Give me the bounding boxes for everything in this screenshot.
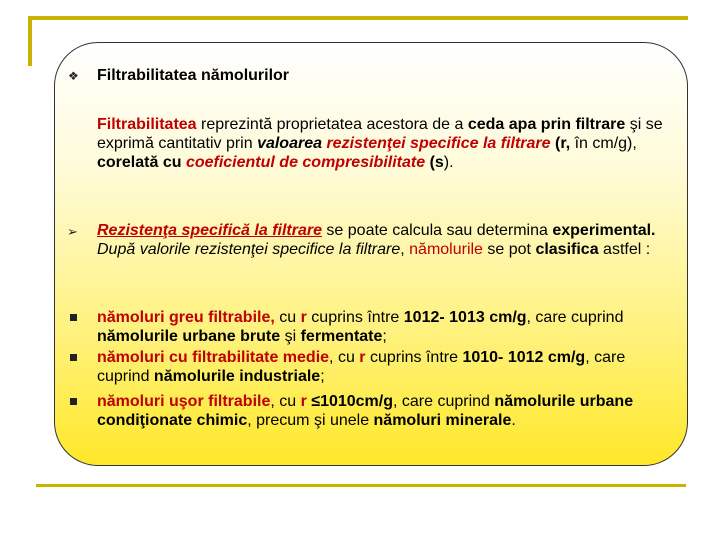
item-text: ; — [382, 328, 387, 345]
item-text: 1010- 1012 cm/g — [462, 349, 586, 366]
list-item — [97, 348, 672, 386]
arrow-term: nămolurile — [409, 241, 483, 258]
arrow-term: Rezistenţa specifică la filtrare — [97, 222, 322, 239]
intro-text: şi se exprimă cantitativ prin — [97, 116, 663, 152]
arrow-bullet-icon: ➢ — [67, 224, 78, 239]
arrow-text: se pot — [482, 241, 536, 258]
item-text: 1012- 1013 cm/g — [403, 309, 527, 326]
intro-text: reprezintă proprietatea acestora de a — [196, 116, 468, 133]
item-text: , care cuprind — [526, 309, 624, 326]
arrow-text: experimental. — [552, 222, 656, 239]
item-term: r — [300, 393, 307, 410]
item-text: , care cuprind — [97, 349, 626, 385]
intro-text: corelată cu — [97, 154, 182, 171]
list-item — [97, 308, 672, 346]
list-item — [97, 392, 672, 430]
item-text: ≤1010cm/g — [311, 393, 393, 410]
item-text: . — [511, 412, 516, 429]
square-bullet-icon — [70, 314, 77, 321]
item-text: nămoluri minerale — [373, 412, 512, 429]
item-term: r — [359, 349, 366, 366]
arrow-text: clasifica — [535, 241, 599, 258]
intro-text: ). — [443, 154, 454, 171]
decorative-top-rule — [28, 16, 688, 20]
arrow-text: astfel : — [598, 241, 651, 258]
decorative-left-rule — [28, 16, 32, 66]
intro-paragraph — [97, 115, 667, 172]
item-term: nămoluri uşor filtrabile — [97, 393, 271, 410]
item-text: cuprins între — [365, 349, 463, 366]
arrow-text: se poate calcula sau determina — [321, 222, 553, 239]
square-bullet-icon — [70, 354, 77, 361]
item-text: nămolurile urbane brute — [97, 328, 281, 345]
slide-title: Filtrabilitatea nămolurilor — [97, 67, 290, 84]
item-text: , precum şi unele — [247, 412, 374, 429]
item-term: r — [300, 309, 307, 326]
item-term: nămoluri cu filtrabilitate medie — [97, 349, 330, 366]
intro-text: în cm/g), — [570, 135, 637, 152]
decorative-bottom-rule — [36, 484, 686, 487]
intro-term: Filtrabilitatea — [97, 116, 197, 133]
item-text: , care cuprind — [393, 393, 495, 410]
item-text: şi — [280, 328, 301, 345]
arrow-paragraph — [97, 221, 667, 259]
item-text: nămolurile urbane condiţionate chimic — [97, 393, 634, 429]
item-term: nămoluri greu filtrabile, — [97, 309, 275, 326]
item-text: , cu — [329, 349, 360, 366]
item-text: cu — [274, 309, 301, 326]
intro-term: rezistenţei specifice la filtrare — [326, 135, 551, 152]
item-text: cuprins între — [306, 309, 404, 326]
arrow-text: După valorile rezistenţei specifice la filtrare — [97, 241, 401, 258]
intro-text: ceda apa prin filtrare — [467, 116, 626, 133]
intro-text: valoarea — [257, 135, 322, 152]
arrow-text: , — [400, 241, 410, 258]
item-text: , cu — [270, 393, 301, 410]
item-text: fermentate — [300, 328, 383, 345]
item-text: ; — [320, 368, 325, 385]
intro-term: coeficientul de compresibilitate — [185, 154, 426, 171]
intro-text: (s — [429, 154, 444, 171]
intro-text: (r, — [555, 135, 571, 152]
item-text: nămolurile industriale — [153, 368, 321, 385]
square-bullet-icon — [70, 398, 77, 405]
diamond-bullet-icon: ❖ — [68, 69, 79, 83]
